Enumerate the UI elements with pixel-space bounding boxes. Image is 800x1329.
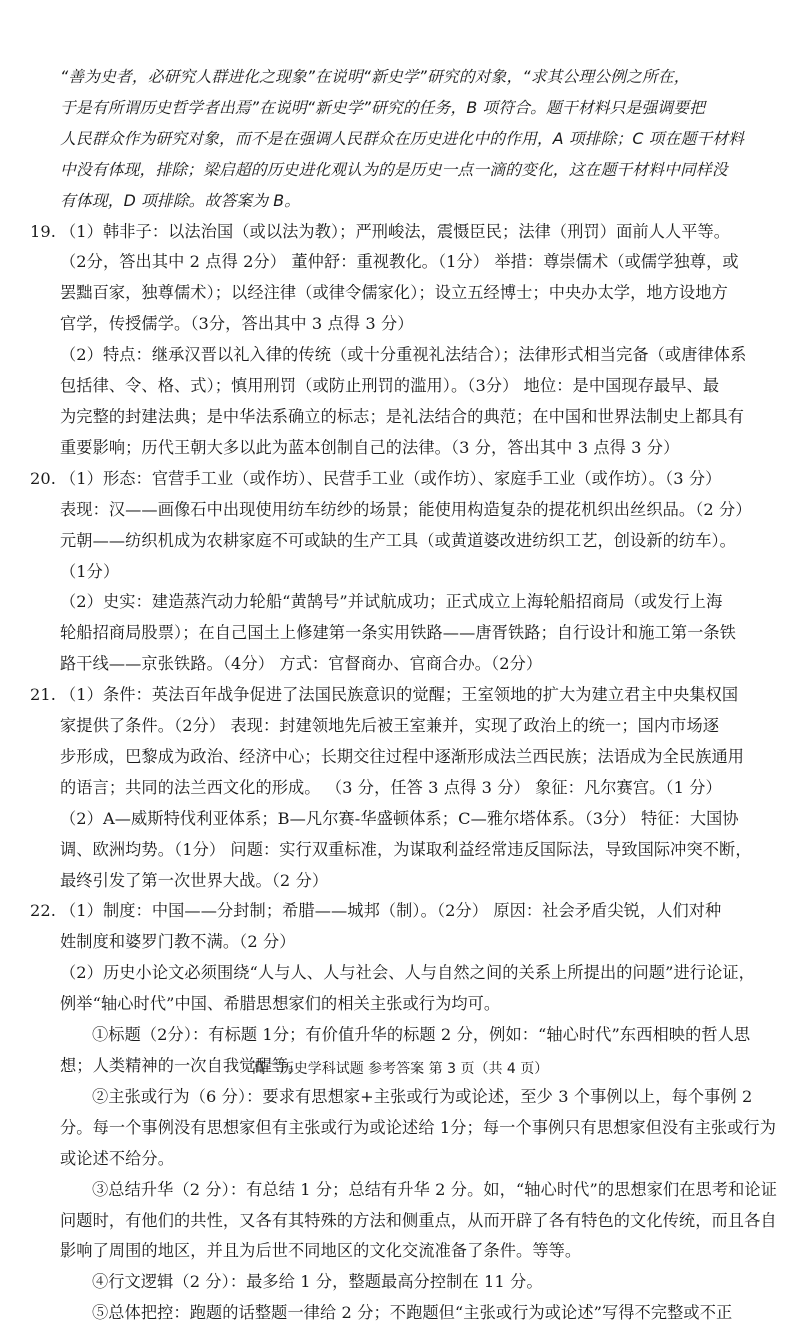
- text-line: 元朝——纺织机成为农耕家庭不可或缺的生产工具（或黄道婆改进纺织工艺，创设新的纺车）。: [60, 530, 736, 550]
- text-line: 重要影响；历代王朝大多以此为蓝本创制自己的法律。（3 分，答出其中 3 点得 3 分）: [60, 437, 680, 457]
- text-line: 于是有所谓历史哲学者出焉”在说明“新史学”研究的任务，B 项符合。题干材料只是强调要把: [60, 97, 705, 117]
- text-line: 为完整的封建法典；是中华法系确立的标志；是礼法结合的典范；在中国和世界法制史上都具有: [60, 406, 745, 426]
- text-line: （2）A—威斯特伐利亚体系；B—凡尔赛-华盛顿体系；C—雅尔塔体系。（3分） 特征：大国协: [60, 808, 739, 828]
- text-line: 包括律、令、格、式）；慎用刑罚（或防止刑罚的滥用）。（3分） 地位：是中国现存最早、最: [60, 376, 720, 396]
- text-line: （1）条件：英法百年战争促进了法国民族意识的觉醒；王室领地的扩大为建立君主中央集权国: [60, 685, 739, 705]
- text-line: 步形成，巴黎成为政治、经济中心；长期交往过程中逐渐形成法兰西民族；法语成为全民族通用: [60, 746, 745, 766]
- question-22: [30, 896, 780, 1329]
- text-line: 姓制度和婆罗门教不满。（2 分）: [60, 932, 296, 952]
- question-number: 20.: [30, 468, 57, 488]
- answer-content: [30, 62, 780, 1329]
- criterion-logic: ④行文逻辑（2 分）：最多给 1 分，整题最高分控制在 11 分。: [92, 1272, 543, 1292]
- text-line: （2）历史小论文必须围绕“人与人、人与社会、人与自然之间的关系上所提出的问题”进行论证，: [60, 963, 755, 983]
- text-line: “善为史者，必研究人群进化之现象”在说明“新史学”研究的对象，“求其公理公例之所在，: [60, 67, 690, 86]
- criterion-claims: ②主张或行为（6 分）：要求有思想家+主张或行为或论述，至少 3 个事例以上，每个事例 2 分。每一个事例没有思想家但有主张或行为或论述给 1分；每一个事例只有思想家但没有主张或行为或论述不给分。: [60, 1086, 777, 1168]
- question-number: 19.: [30, 221, 57, 241]
- text-line: 轮船招商局股票）；在自己国土上修建第一条实用铁路——唐胥铁路；自行设计和施工第一条铁: [60, 623, 736, 643]
- criterion-title: ①标题（2分）：有标题 1分；有价值升华的标题 2 分，例如：“轴心时代”东西相映的哲人思想；人类精神的一次自我觉醒等。: [60, 1025, 751, 1075]
- text-line: 罢黜百家，独尊儒术）；以经注律（或律令儒家化）；设立五经博士；中央办太学，地方设地方: [60, 283, 728, 303]
- text-line: （2）史实：建造蒸汽动力轮船“黄鹄号”并试航成功；正式成立上海轮船招商局（或发行上海: [60, 592, 723, 612]
- text-line: 表现：汉——画像石中出现使用纺车纺纱的场景；能使用构造复杂的提花机织出丝织品。（2 分）: [60, 499, 752, 519]
- text-line: 人民群众作为研究对象，而不是在强调人民群众在历史进化中的作用，A 项排除；C 项在题干材料: [60, 128, 745, 148]
- text-line: 有体现，D 项排除。故答案为 B。: [60, 190, 301, 210]
- text-line: 官学，传授儒学。（3分，答出其中 3 点得 3 分）: [60, 314, 414, 334]
- criterion-summary: ③总结升华（2 分）：有总结 1 分；总结有升华 2 分。如，“轴心时代”的思想家们在思考和论证问题时，有他们的共性，又各有其特殊的方法和侧重点，从而开辟了各有特色的文化传统，而且各自影响了周围的地区，并且为后世不同地区的文化交流准备了条件。等等。: [60, 1179, 777, 1261]
- text-line: （1分）: [60, 561, 120, 581]
- text-line: （1）韩非子：以法治国（或以法为教）；严刑峻法，震慑臣民；法律（刑罚）面前人人平等。: [60, 221, 731, 241]
- text-line: （2）特点：继承汉晋以礼入律的传统（或十分重视礼法结合）；法律形式相当完备（或唐律体系: [60, 345, 747, 365]
- page-footer: 高二历史学科试题 参考答案 第 3 页（共 4 页）: [251, 1061, 549, 1077]
- question-number: 22.: [30, 901, 57, 921]
- text-line: （1）制度：中国——分封制；希腊——城邦（制）。（2分） 原因：社会矛盾尖锐，人们对种: [60, 901, 722, 921]
- question-19: [30, 217, 780, 464]
- text-line: 例举“轴心时代”中国、希腊思想家们的相关主张或行为均可。: [60, 994, 501, 1014]
- text-line: 的语言；共同的法兰西文化的形成。 （3 分，任答 3 点得 3 分） 象征：凡尔赛宫。（1 分）: [60, 777, 722, 797]
- text-line: （1）形态：官营手工业（或作坊）、民营手工业（或作坊）、家庭手工业（或作坊）。（3 分）: [60, 468, 722, 488]
- question-20: [30, 464, 780, 680]
- text-line: 中没有体现，排除；梁启超的历史进化观认为的是历史一点一滴的变化，这在题干材料中同样没: [60, 159, 728, 179]
- question-21: [30, 680, 780, 896]
- criterion-overall: ⑤总体把控：跑题的话整题一律给 2 分；不跑题但“主张或行为或论述”写得不完整或不正: [92, 1303, 733, 1323]
- text-line: 家提供了条件。（2分） 表现：封建领地先后被王室兼并，实现了政治上的统一；国内市场逐: [60, 716, 720, 736]
- text-line: 最终引发了第一次世界大战。（2 分）: [60, 870, 329, 890]
- text-line: 调、欧洲均势。（1分） 问题：实行双重标准，为谋取利益经常违反国际法，导致国际冲突不断，: [60, 839, 752, 859]
- q18-explanation: [30, 62, 780, 217]
- text-line: （2分，答出其中 2 点得 2分） 董仲舒：重视教化。（1分） 举措：尊崇儒术（或儒学独尊，或: [60, 252, 739, 272]
- text-line: 路干线——京张铁路。（4分） 方式：官督商办、官商合办。（2分）: [60, 654, 543, 674]
- question-number: 21.: [30, 685, 57, 705]
